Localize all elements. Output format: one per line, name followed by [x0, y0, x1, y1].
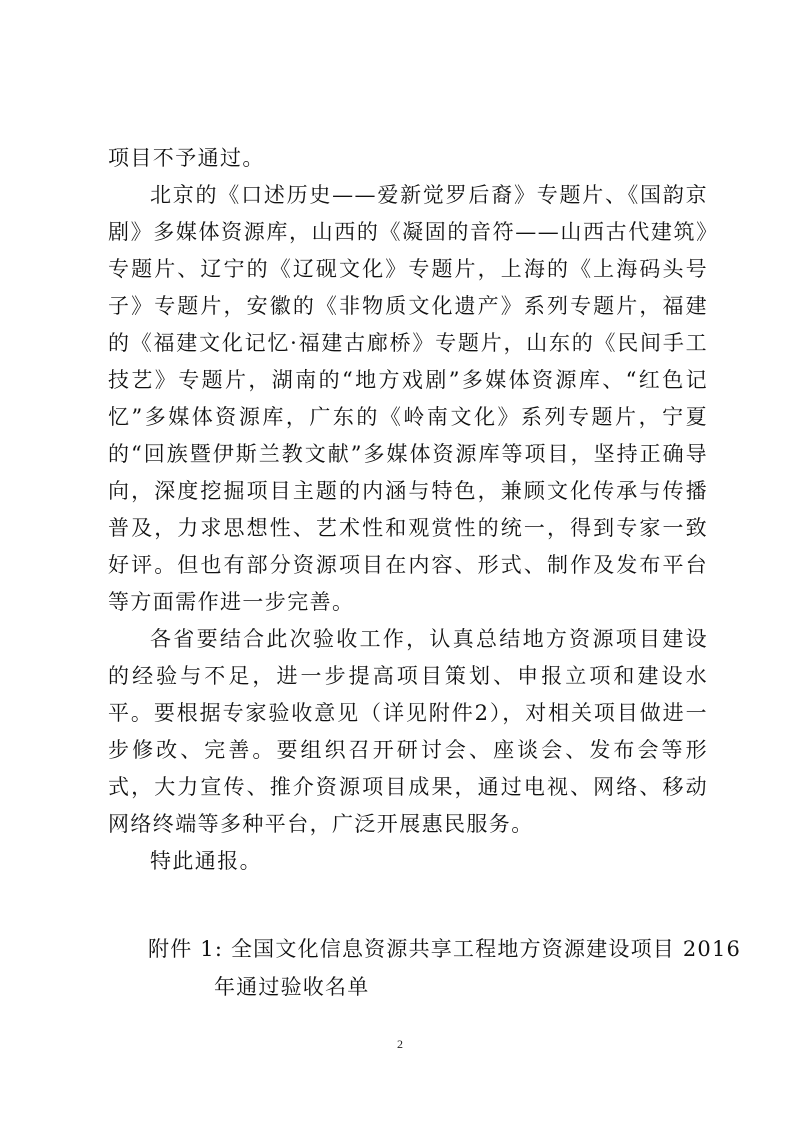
attachment-note	[148, 930, 742, 1006]
paragraph-requirements: 各省要结合此次验收工作，认真总结地方资源项目建设的经验与不足，进一步提高项目策划、申报立项和建设水平。要根据专家验收意见（详见附件2），对相关项目做进一步修改、完善。要组织召开研讨会、座谈会、发布会等形式，大力宣传、推介资源项目成果，通过电视、网络、移动网络终端等多种平台，广泛开展惠民服务。	[108, 627, 708, 836]
document-body	[108, 140, 708, 880]
attachment-line-2: 年通过验收名单	[214, 975, 370, 999]
paragraph-project-list: 北京的《口述历史——爱新觉罗后裔》专题片、《国韵京剧》多媒体资源库，山西的《凝固的音符——山西古代建筑》专题片、辽宁的《辽砚文化》专题片，上海的《上海码头号子》专题片，安徽的《非物质文化遗产》系列专题片，福建的《福建文化记忆·福建古廊桥》专题片，山东的《民间手工技艺》专题片，湖南的“地方戏剧”多媒体资源库、“红色记忆”多媒体资源库，广东的《岭南文化》系列专题片，宁夏的“回族暨伊斯兰教文献”多媒体资源库等项目，坚持正确导向，深度挖掘项目主题的内涵与特色，兼顾文化传承与传播普及，力求思想性、艺术性和观赏性的统一，得到专家一致好评。但也有部分资源项目在内容、形式、制作及发布平台等方面需作进一步完善。	[108, 183, 708, 614]
page-number: 2	[397, 1037, 403, 1051]
attachment-line-1: 附件 1: 全国文化信息资源共享工程地方资源建设项目 2016	[148, 937, 742, 961]
paragraph-closing: 特此通报。	[150, 849, 262, 873]
paragraph-continuation: 项目不予通过。	[108, 146, 265, 170]
